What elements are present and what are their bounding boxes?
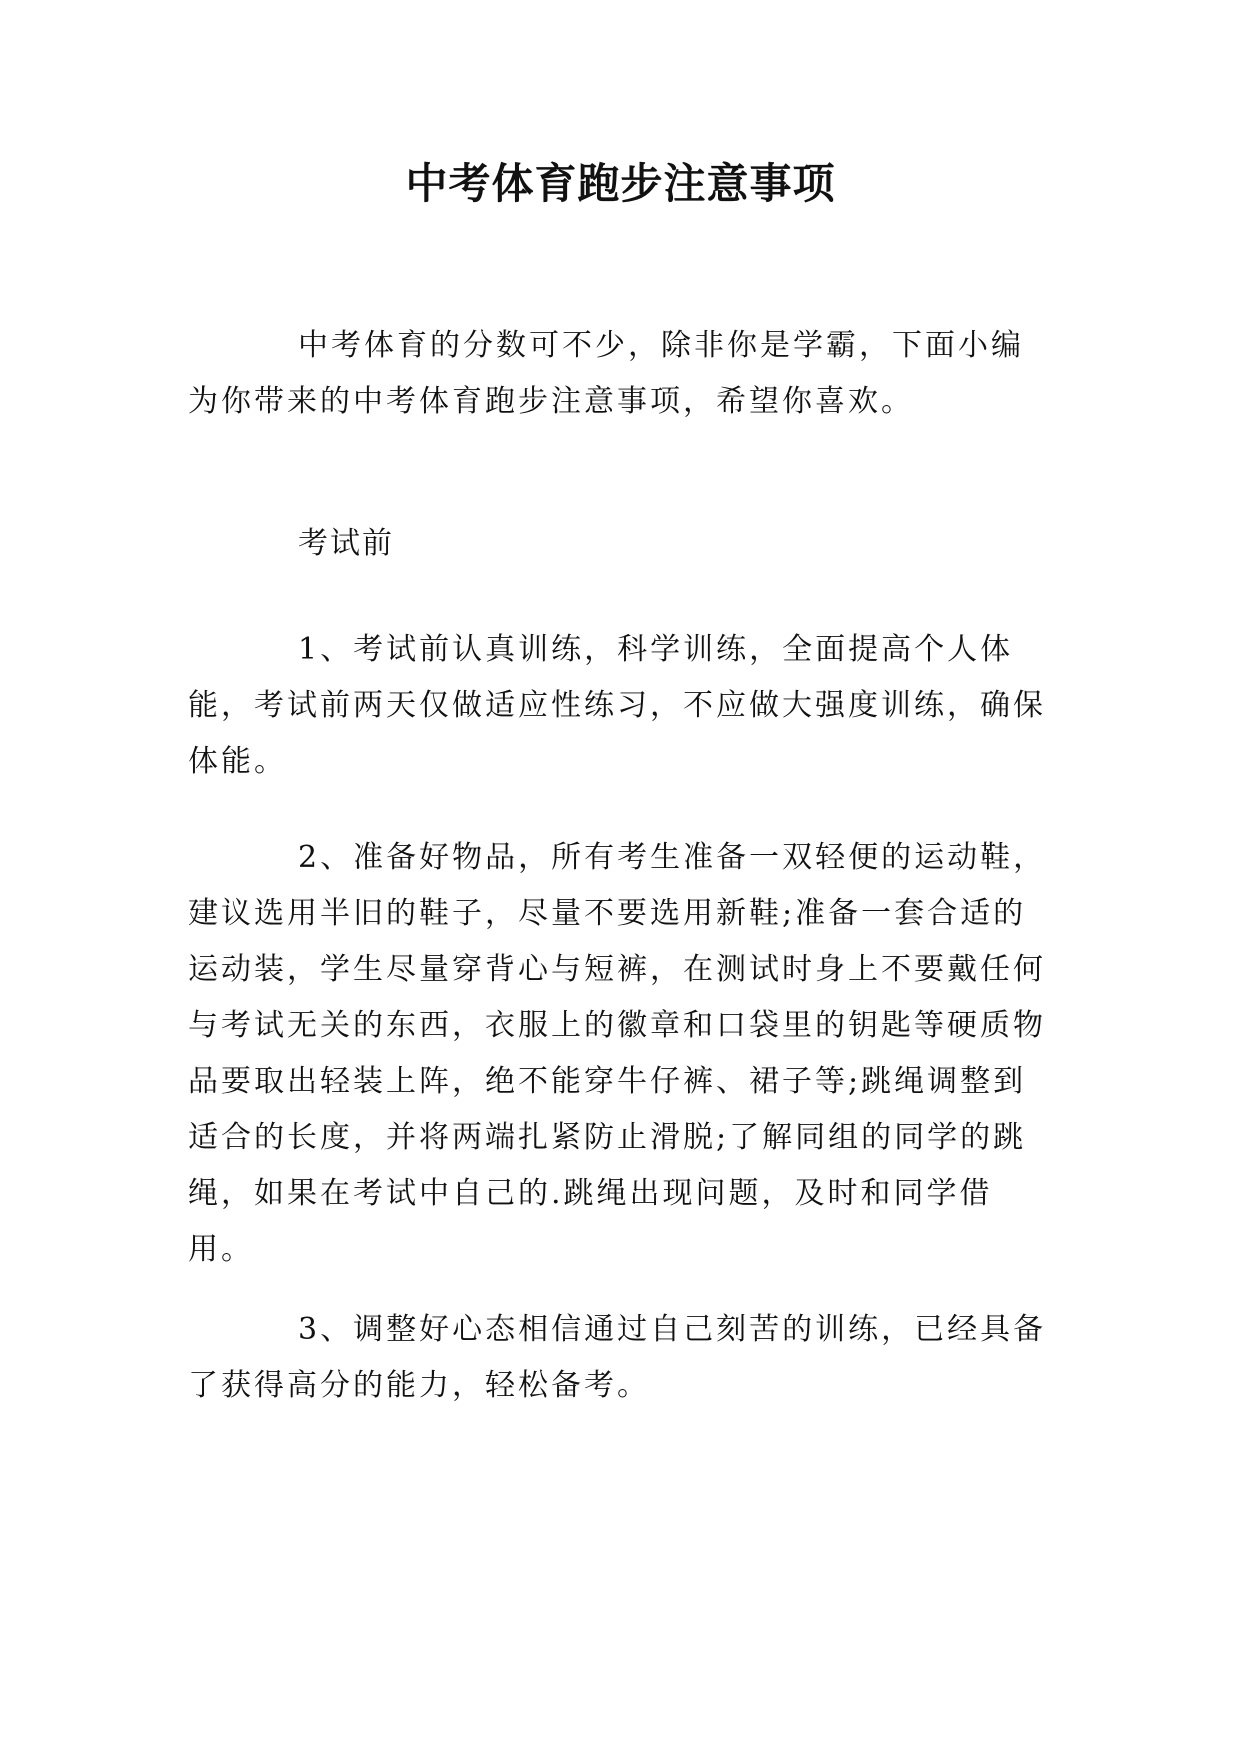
document-title: 中考体育跑步注意事项: [405, 159, 836, 208]
paragraph-item-3: 3、调整好心态相信通过自己刻苦的训练，已经具备了获得高分的能力，轻松备考。: [188, 1312, 1047, 1403]
paragraph-item-1: 1、考试前认真训练，科学训练，全面提高个人体能，考试前两天仅做适应性练习，不应做大强度训练，确保体能。: [188, 632, 1046, 779]
section-heading: 考试前: [298, 526, 394, 561]
paragraph-item-2: 2、准备好物品，所有考生准备一双轻便的运动鞋，建议选用半旧的鞋子，尽量不要选用新鞋;准备一套合适的运动装，学生尽量穿背心与短裤，在测试时身上不要戴任何与考试无关的东西，衣服上的徽章和口袋里的钥匙等硬质物品要取出轻装上阵，绝不能穿牛仔裤、裙子等;跳绳调整到适合的长度，并将两端扎紧防止滑脱;了解同组的同学的跳绳，如果在考试中自己的.跳绳出现问题，及时和同学借用。: [188, 840, 1047, 1267]
intro-paragraph: 中考体育的分数可不少，除非你是学霸，下面小编为你带来的中考体育跑步注意事项，希望你喜欢。: [188, 328, 1024, 419]
